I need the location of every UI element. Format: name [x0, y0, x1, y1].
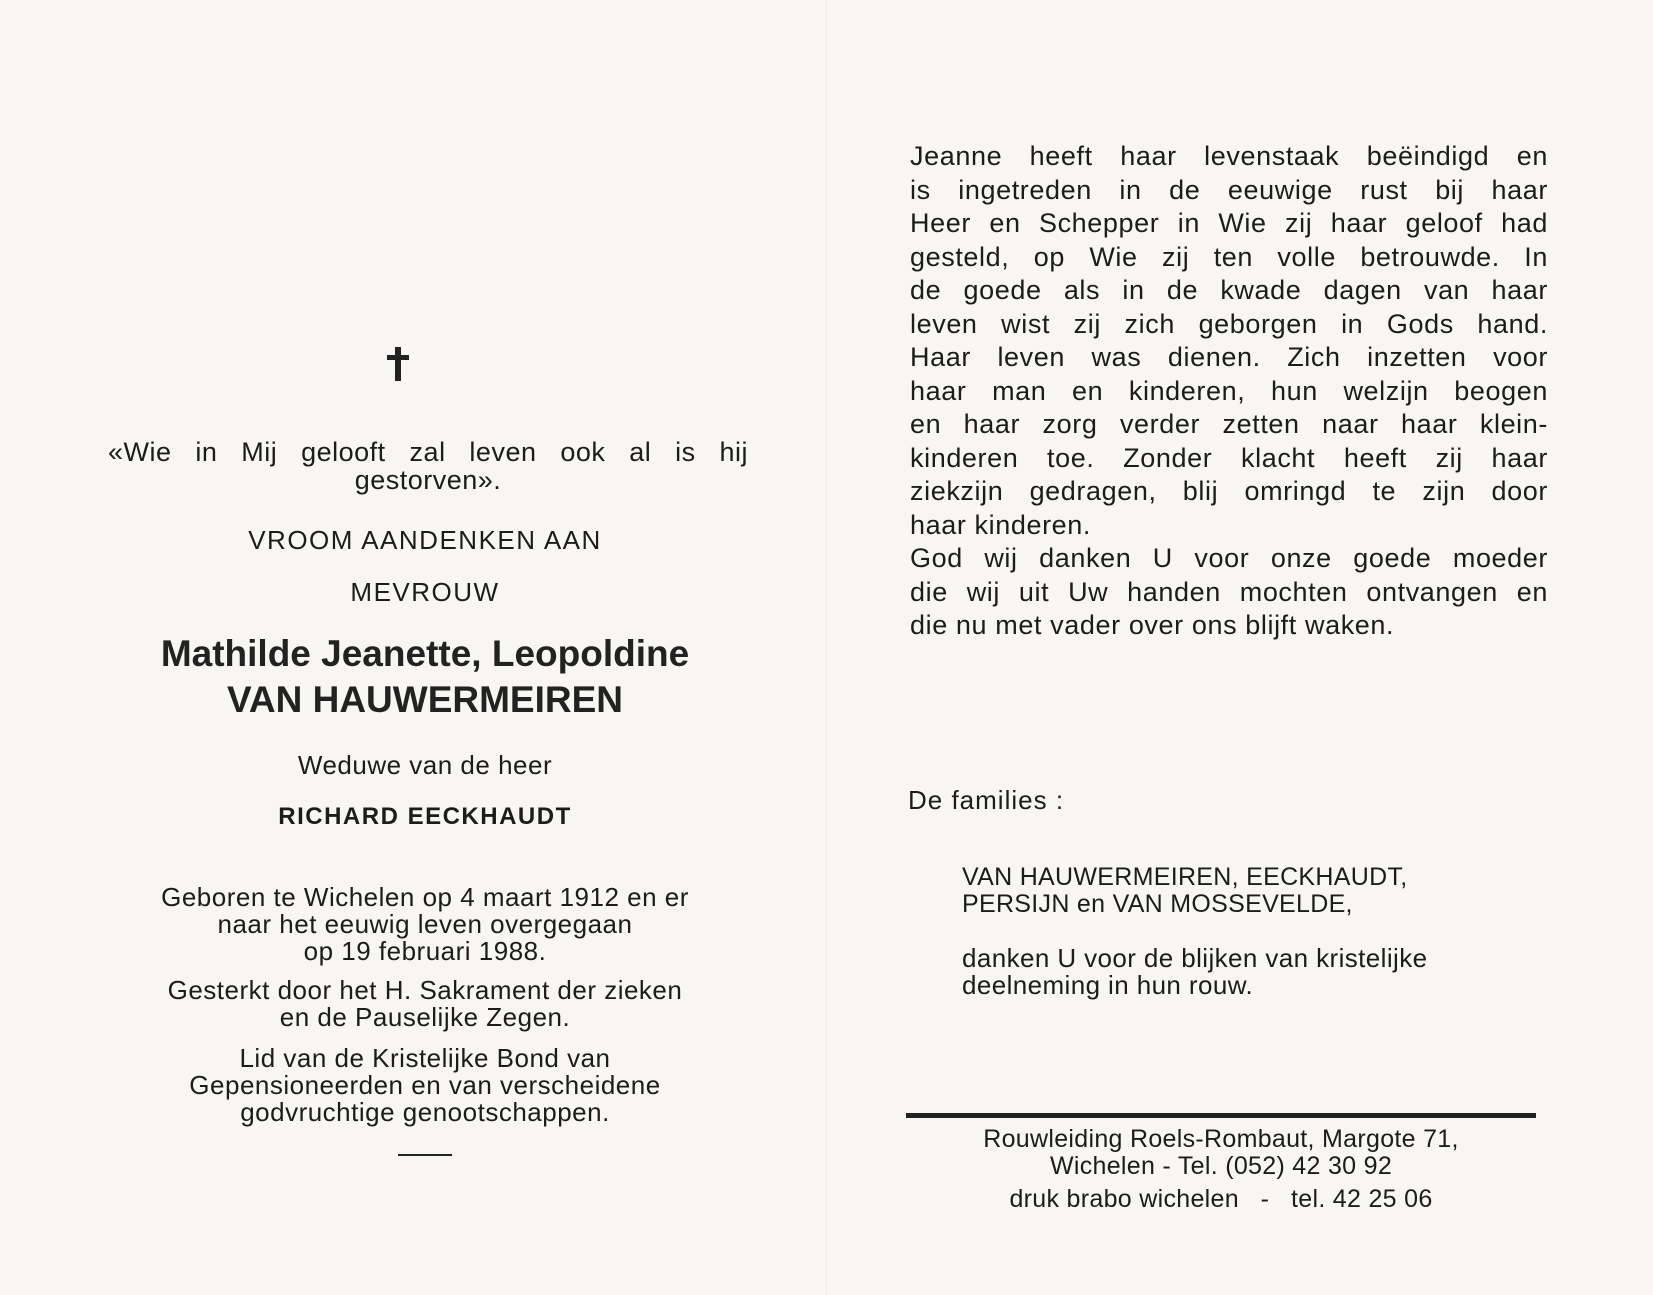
eulogy-line: Haar leven was dienen. Zich inzetten voor — [910, 342, 1548, 372]
eulogy-line: die nu met vader over ons blijft waken. — [910, 610, 1395, 640]
footer-divider — [906, 1113, 1536, 1118]
eulogy-line: haar kinderen. — [910, 509, 1092, 540]
membership-line-3: godvruchtige genootschappen. — [240, 1097, 610, 1127]
birth-line-2: naar het eeuwig leven overgegaan — [217, 909, 633, 939]
eulogy-text — [910, 140, 1548, 643]
printer-line: druk brabo wichelen - tel. 42 25 06 — [1009, 1185, 1433, 1213]
eulogy-line: de goede als in de kwade dagen van haar — [910, 275, 1548, 305]
sacrament-line-1: Gesterkt door het H. Sakrament der zieken — [167, 975, 683, 1005]
deceased-surname: VAN HAUWERMEIREN — [226, 679, 624, 720]
eulogy-line: haar man en kinderen, hun welzijn beogen — [910, 375, 1548, 406]
families-label: De families : — [908, 785, 1065, 815]
widow-of-label: Weduwe van de heer — [297, 750, 553, 780]
eulogy-line: die wij uit Uw handen mochten ontvangen en — [910, 576, 1548, 607]
eulogy-line: ziekzijn gedragen, blij omringd te zijn door — [910, 476, 1548, 506]
family-thanks — [962, 945, 1547, 999]
family-names — [962, 864, 1482, 918]
family-names-line-1: VAN HAUWERMEIREN, EECKHAUDT, — [962, 863, 1408, 891]
membership-line-2: Gepensioneerden en van verscheidene — [189, 1070, 661, 1100]
bible-quote: «Wie in Mij gelooft zal leven ook al is hij gestorven». — [108, 437, 748, 495]
eulogy-line: leven wist zij zich geborgen in Gods hand. — [910, 308, 1548, 339]
birth-line-1: Geboren te Wichelen op 4 maart 1912 en er — [161, 882, 689, 912]
eulogy-line: kinderen toe. Zonder klacht heeft zij haar — [910, 442, 1548, 473]
eulogy-line: en haar zorg verder zetten naar haar klein- — [910, 409, 1548, 439]
membership-line-1: Lid van de Kristelijke Bond van — [239, 1043, 611, 1073]
printer-footer — [906, 1126, 1536, 1213]
eulogy-line: is ingetreden in de eeuwige rust bij haar — [910, 174, 1548, 205]
eulogy-line: Heer en Schepper in Wie zij haar geloof had — [910, 208, 1548, 238]
eulogy-line: gesteld, op Wie zij ten volle betrouwde. In — [910, 241, 1548, 272]
spouse-name: RICHARD EECKHAUDT — [278, 803, 572, 830]
card-fold — [826, 0, 827, 1295]
deceased-given-names: Mathilde Jeanette, Leopoldine — [160, 633, 690, 674]
funeral-home-phone: Wichelen - Tel. (052) 42 30 92 — [1049, 1152, 1393, 1180]
eulogy-line: Jeanne heeft haar levenstaak beëindigd en — [910, 141, 1548, 171]
memorial-heading: VROOM AANDENKEN AAN — [248, 525, 602, 555]
title-mevrouw: MEVROUW — [350, 577, 500, 607]
sacrament-line-2: en de Pauselijke Zegen. — [279, 1002, 571, 1032]
birth-line-3: op 19 februari 1988. — [303, 936, 547, 966]
funeral-home-line: Rouwleiding Roels-Rombaut, Margote 71, — [983, 1125, 1459, 1153]
short-divider — [398, 1154, 452, 1156]
eulogy-line: God wij danken U voor onze goede moeder — [910, 543, 1548, 573]
family-names-line-2: PERSIJN en VAN MOSSEVELDE, — [962, 890, 1353, 918]
thanks-line-1: danken U voor de blijken van kristelijke — [962, 943, 1428, 973]
thanks-line-2: deelneming in hun rouw. — [962, 970, 1254, 1000]
cross-icon — [378, 343, 418, 383]
